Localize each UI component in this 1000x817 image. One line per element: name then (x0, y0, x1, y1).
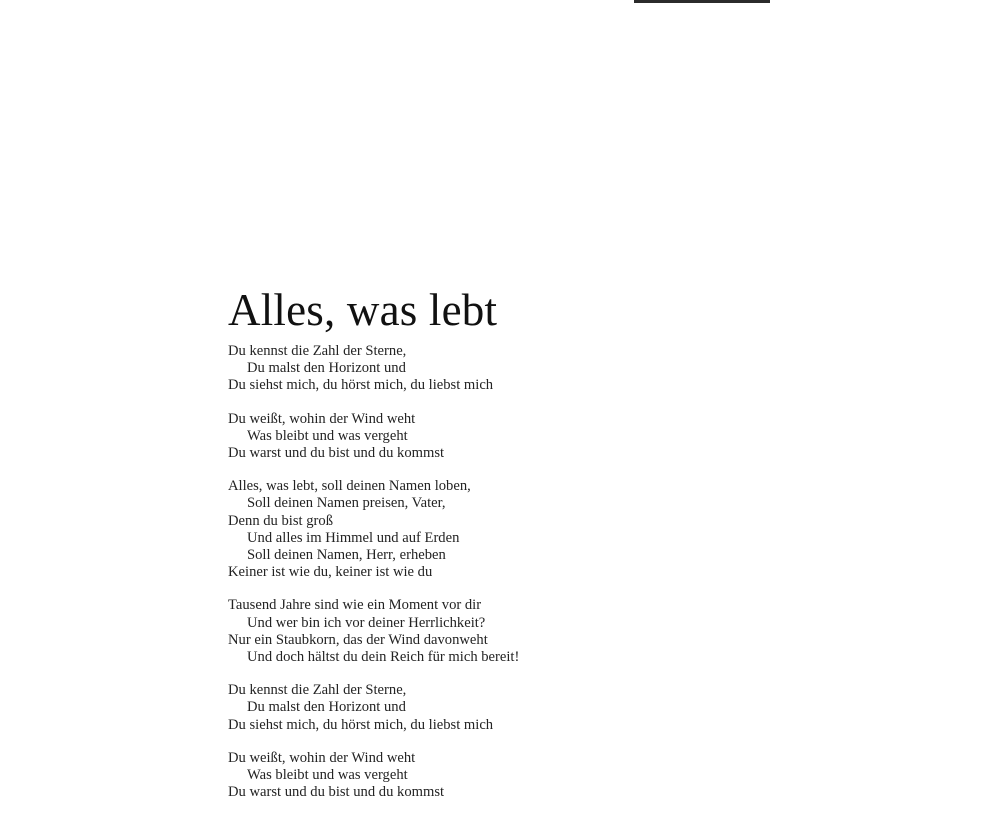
lyrics-line: Du kennst die Zahl der Sterne, (228, 343, 407, 359)
lyrics-stanza (228, 682, 788, 734)
lyrics-line: Alles, was lebt, soll deinen Namen loben, (228, 478, 471, 495)
lyrics-stanza (228, 750, 788, 802)
top-rule-decoration (634, 0, 770, 3)
lyrics-line: Du siehst mich, du hörst mich, du liebst mich (228, 716, 494, 733)
lyrics-line: Und wer bin ich vor deiner Herrlichkeit? (247, 614, 486, 631)
lyrics-line: Soll deinen Namen, Herr, erheben (247, 547, 446, 564)
lyrics-line: Du malst den Horizont und (247, 699, 406, 716)
page-title: Alles, was lebt (228, 285, 498, 336)
lyrics-line: Und alles im Himmel und auf Erden (247, 529, 460, 546)
lyrics-line: Du warst und du bist und du kommst (228, 445, 445, 462)
lyrics-line: Denn du bist groß (228, 512, 333, 529)
lyrics-line: Du weißt, wohin der Wind weht (228, 749, 416, 766)
lyrics-stanza (228, 597, 788, 666)
lyrics-line: Du weißt, wohin der Wind weht (228, 410, 416, 427)
lyrics-line: Du kennst die Zahl der Sterne, (228, 682, 407, 699)
lyrics-line: Was bleibt und was vergeht (247, 767, 408, 784)
lyrics-line: Was bleibt und was vergeht (247, 427, 408, 444)
lyrics-stanza (228, 411, 788, 463)
lyrics-line: Du siehst mich, du hörst mich, du liebst mich (228, 377, 494, 394)
lyrics-line: Nur ein Staubkorn, das der Wind davonweht (228, 631, 488, 648)
lyrics-line: Du malst den Horizont und (247, 360, 406, 377)
lyrics-line: Tausend Jahre sind wie ein Moment vor dir (228, 597, 482, 614)
lyrics-line: Soll deinen Namen preisen, Vater, (247, 495, 446, 512)
lyrics-stanza (228, 478, 788, 581)
lyrics-line: Und doch hältst du dein Reich für mich bereit! (247, 649, 520, 666)
lyrics-line: Keiner ist wie du, keiner ist wie du (228, 564, 433, 581)
lyrics-stanza (228, 343, 788, 395)
lyrics-body (228, 343, 788, 817)
lyrics-line: Du warst und du bist und du kommst (228, 784, 445, 801)
